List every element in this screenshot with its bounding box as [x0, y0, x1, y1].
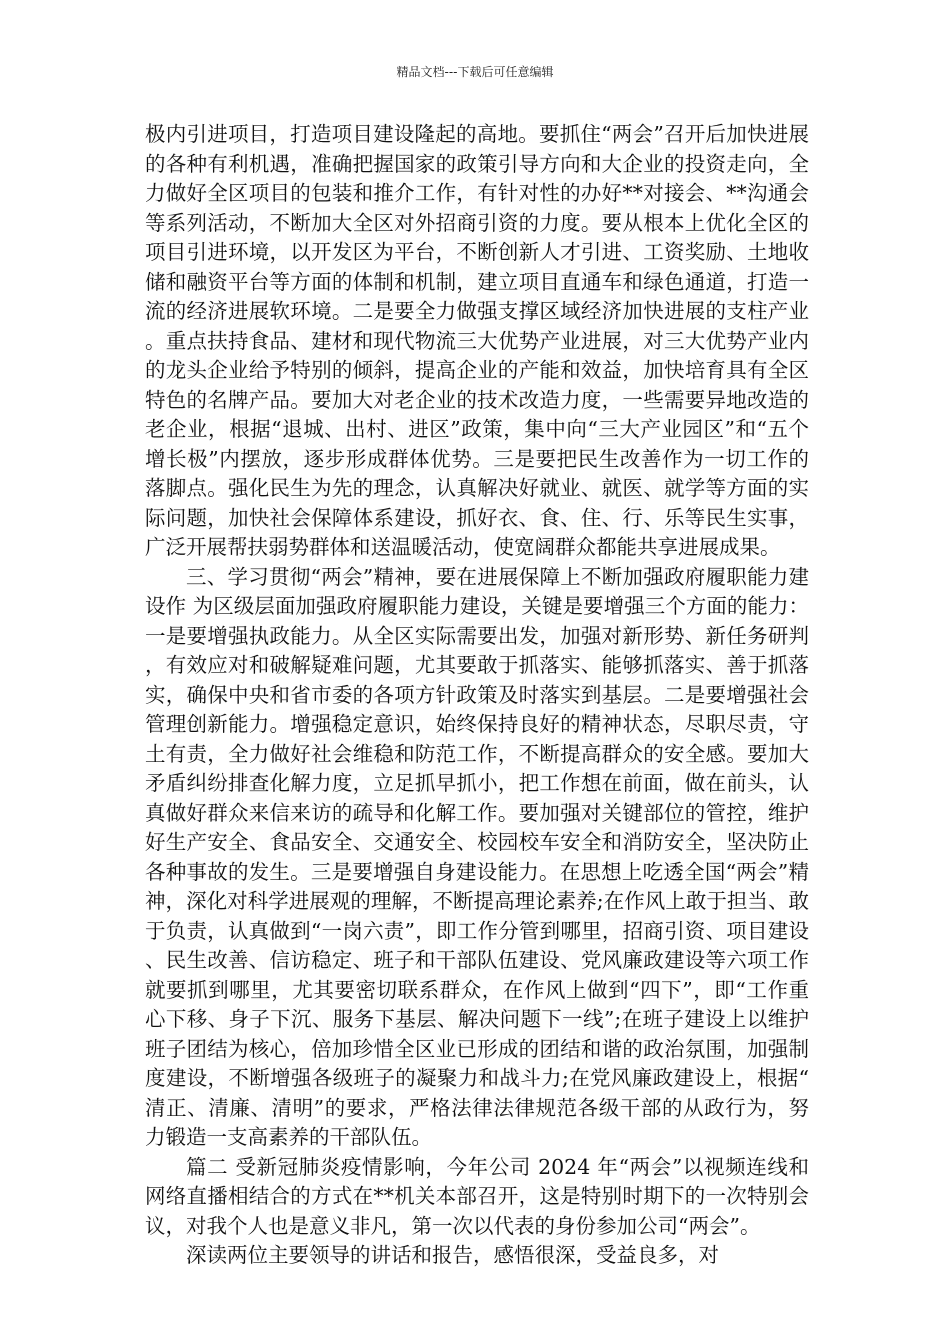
paragraph-reflection-start: 深读两位主要领导的讲话和报告，感悟很深，受益良多，对: [186, 1243, 719, 1267]
paragraph-continuation: 极内引进项目，打造项目建设隆起的高地。要抓住“两会”召开后加快进展的各种有利机遇，准确把握国家的政策引导方向和大企业的投资走向，全力做好全区项目的包装和推介工作，有针对性的办好**对接会、**沟通会等系列活动，不断加大全区对外招商引资的力度。要从根本上优化全区的项目引进环境，以开发区为平台，不断创新人才引进、工资奖励、土地收储和融资平台等方面的体制和机制，建立项目直通车和绿色通道，打造一流的经济进展软环境。二是要全力做强支撑区域经济加快进展的支柱产业。重点扶持食品、建材和现代物流三大优势产业进展，对三大优势产业内的龙头企业给予特别的倾斜，提高企业的产能和效益，加快培育具有全区特色的名牌产品。要加大对老企业的技术改造力度，一些需要异地改造的老企业，根据“退城、出村、进区”政策，集中向“三大产业园区”和“五个增长极”内摆放，逐步形成群体优势。三是要把民生改善作为一切工作的落脚点。强化民生为先的理念，认真解决好就业、就医、就学等方面的实际问题，加快社会保障体系建设，抓好衣、食、住、行、乐等民生实事，广泛开展帮扶弱势群体和送温暖活动，使宽阔群众都能共享进展成果。: [145, 122, 809, 559]
document-body: [145, 120, 809, 1271]
page-header-note: 精品文档---下载后可任意编辑: [396, 65, 554, 79]
paragraph-part-two-intro: 篇二 受新冠肺炎疫情影响，今年公司 2024 年“两会”以视频连线和网络直播相结合的方式在**机关本部召开，这是特别时期下的一次特别会议，对我个人也是意义非凡，第一次以代表的身份参加公司“两会”。: [145, 1154, 809, 1238]
paragraph-section-three: 三、学习贯彻“两会”精神，要在进展保障上不断加强政府履职能力建设作 为区级层面加强政府履职能力建设，关键是要增强三个方面的能力：一是要增强执政能力。从全区实际需要出发，加强对新形势、新任务研判，有效应对和破解疑难问题，尤其要敢于抓落实、能够抓落实、善于抓落实，确保中央和省市委的各项方针政策及时落实到基层。二是要增强社会管理创新能力。增强稳定意识，始终保持良好的精神状态，尽职尽责，守土有责，全力做好社会维稳和防范工作，不断提高群众的安全感。要加大矛盾纠纷排查化解力度，立足抓早抓小，把工作想在前面，做在前头，认真做好群众来信来访的疏导和化解工作。要加强对关键部位的管控，维护好生产安全、食品安全、交通安全、校园校车安全和消防安全，坚决防止各种事故的发生。三是要增强自身建设能力。在思想上吃透全国“两会”精神，深化对科学进展观的理解，不断提高理论素养;在作风上敢于担当、敢于负责，认真做到“一岗六责”，即工作分管到哪里，招商引资、项目建设、民生改善、信访稳定、班子和干部队伍建设、党风廉政建设等六项工作就要抓到哪里，尤其要密切联系群众，在作风上做到“四下”，即“工作重心下移、身子下沉、服务下基层、解决问题下一线”;在班子建设上以维护班子团结为核心，倍加珍惜全区业已形成的团结和谐的政治氛围，加强制度建设，不断增强各级班子的凝聚力和战斗力;在党风廉政建设上，根据“清正、清廉、清明”的要求，严格法律法律规范各级干部的从政行为，努力锻造一支高素养的干部队伍。: [145, 564, 809, 1149]
